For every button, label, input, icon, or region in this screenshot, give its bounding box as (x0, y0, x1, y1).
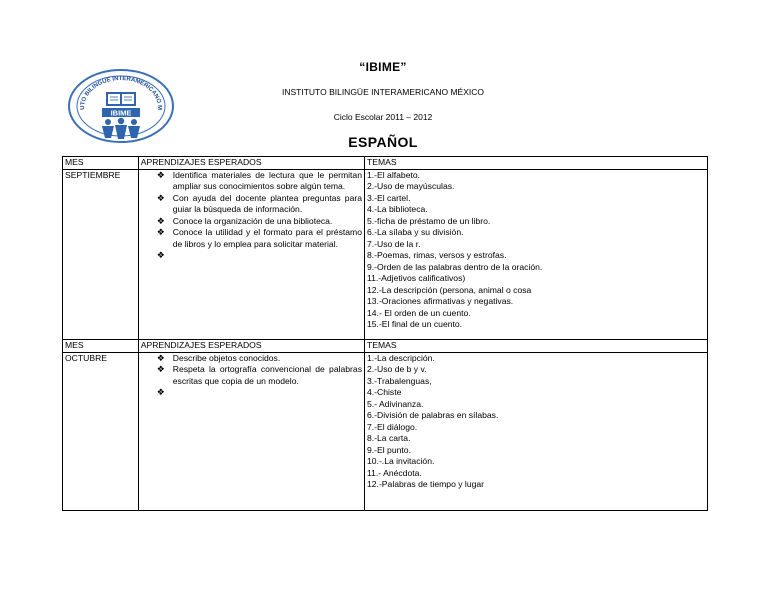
topic-item: 11.- Anécdota. (367, 467, 422, 478)
col-header-aprendizajes: APRENDIZAJES ESPERADOS (138, 340, 364, 353)
col-header-aprendizajes: APRENDIZAJES ESPERADOS (138, 157, 364, 170)
table-row (63, 169, 708, 339)
aprendizajes-cell (138, 352, 364, 510)
topic-item: 3.-Trabalenguas, (367, 375, 432, 386)
table-header-row (63, 157, 708, 170)
list-item: ❖ Identifica materiales de lectura que le permitan ampliar sus conocimientos sobre algún tema. (156, 169, 362, 191)
list-item (157, 250, 362, 262)
topic-item: 12.-La descripción (persona, animal o cosa (367, 284, 532, 295)
logo-banner-text: IBIME (110, 108, 132, 118)
table-header-row (63, 340, 708, 353)
topic-item: 2.-Uso de b y v. (367, 364, 427, 374)
plan-table-septiembre (62, 156, 708, 340)
topic-item: 8.-Poemas, rimas, versos y estrofas. (367, 250, 507, 260)
col-header-temas: TEMAS (365, 340, 708, 353)
col-header-mes: MES (63, 340, 139, 353)
temas-cell (365, 169, 708, 339)
topic-item: 9.-Orden de las palabras dentro de la oración. (367, 261, 543, 272)
topic-item: 6.-La sílaba y su división. (367, 227, 464, 237)
topic-item: 2.-Uso de mayúsculas. (367, 181, 455, 191)
bullet-icon: ❖ (156, 352, 165, 363)
list-item: ❖ Describe objetos conocidos. (156, 352, 281, 363)
topic-item: 7.-El diálogo. (367, 421, 418, 432)
topic-item: 5.-ficha de préstamo de un libro. (367, 215, 491, 226)
bullet-icon: ❖ (156, 215, 165, 226)
topic-item: 3.-El cartel. (367, 192, 411, 203)
col-header-mes: MES (63, 157, 139, 170)
school-year: Ciclo Escolar 2011 – 2012 (333, 112, 433, 122)
topic-item: 11.-Adjetivos calificativos) (367, 273, 466, 283)
logo-ring-text: UTO BILINGÜE INTERAMERICANO M (79, 75, 163, 111)
topic-item: 8.-La carta. (367, 433, 411, 443)
topic-item: 1.-La descripción. (367, 352, 435, 363)
aprendizajes-cell (138, 169, 364, 339)
list-item (157, 387, 362, 399)
school-crest-icon (66, 68, 176, 144)
topic-item: 10.-.La invitación. (367, 456, 435, 466)
month-name: OCTUBRE (63, 352, 139, 510)
topic-item: 13.-Oraciones afirmativas y negativas. (367, 296, 514, 306)
topic-item: 12.-Palabras de tiempo y lugar (367, 479, 485, 489)
bullet-icon: ❖ (156, 192, 165, 203)
topic-item: 1.-El alfabeto. (367, 169, 421, 180)
subject-title: ESPAÑOL (348, 134, 418, 150)
topic-item: 5.- Adivinanza. (367, 398, 424, 409)
topic-item: 15.-El final de un cuento. (367, 319, 463, 329)
topic-item: 4.-Chiste (367, 387, 402, 397)
bullet-icon: ❖ (156, 250, 165, 260)
document-title: “IBIME” (359, 60, 407, 74)
aprendizajes-list (141, 353, 362, 399)
aprendizajes-list (141, 170, 362, 262)
topic-item: 9.-El punto. (367, 444, 411, 455)
institution-name: INSTITUTO BILINGÜE INTERAMERICANO MÉXICO (282, 87, 484, 97)
topic-item: 14.- El orden de un cuento. (367, 307, 471, 318)
topic-item: 7.-Uso de la r. (367, 238, 421, 249)
list-item: ❖ Respeta la ortografía convencional de palabras escritas que copia de un modelo. (156, 364, 362, 386)
bullet-icon: ❖ (156, 364, 165, 374)
month-name: SEPTIEMBRE (63, 169, 139, 339)
table-row (63, 352, 708, 510)
list-item: ❖ Conoce la organización de una biblioteca. (156, 215, 333, 226)
topic-item: 4.-La biblioteca. (367, 204, 428, 214)
bullet-icon: ❖ (156, 169, 165, 180)
plan-table-octubre (62, 339, 708, 511)
list-item: ❖ Conoce la utilidad y el formato para el préstamo de libros y lo emplea para solicitar material. (156, 227, 362, 249)
bullet-icon: ❖ (156, 227, 165, 237)
bullet-icon: ❖ (156, 387, 165, 397)
col-header-temas: TEMAS (365, 157, 708, 170)
list-item: ❖ Con ayuda del docente plantea preguntas para guiar la búsqueda de información. (156, 192, 362, 214)
topic-item: 6.-División de palabras en sílabas. (367, 410, 499, 420)
temas-cell (365, 352, 708, 510)
